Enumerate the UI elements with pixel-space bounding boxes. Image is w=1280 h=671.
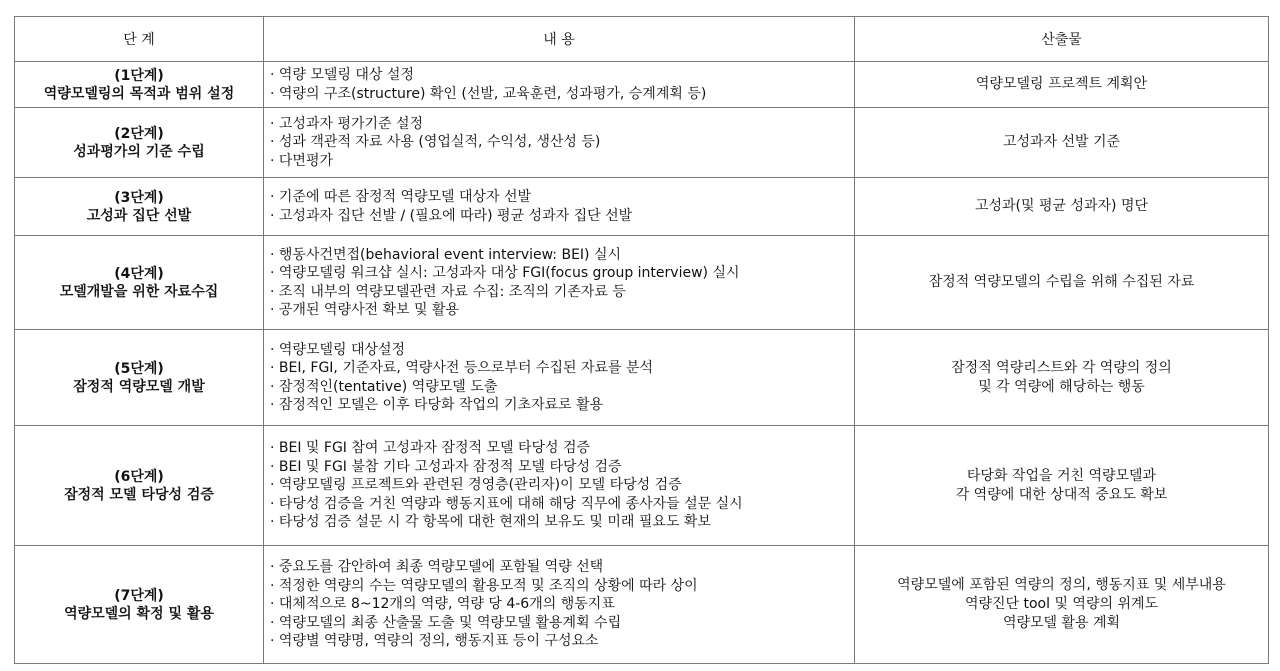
stage-number: (6단계): [114, 468, 164, 485]
output-line: 타당화 작업을 거친 역량모델과: [966, 467, 1157, 484]
output-cell: [855, 62, 1269, 108]
output-cell: [855, 178, 1269, 236]
table-row: [15, 426, 1269, 546]
content-item: · 역량모델의 최종 산출물 도출 및 역량모델 활용계획 수립: [270, 614, 854, 633]
stage-title: 잠정적 역량모델 개발: [73, 378, 205, 395]
output-cell: [855, 108, 1269, 178]
content-cell: [264, 62, 855, 108]
content-item: · 역량모델링 워크샵 실시: 고성과자 대상 FGI(focus group interview) 실시: [270, 264, 854, 283]
output-line: 역량모델에 포함된 역량의 정의, 행동지표 및 세부내용: [897, 577, 1226, 593]
content-item: · 적정한 역량의 수는 역량모델의 활용모적 및 조직의 상황에 따라 상이: [270, 577, 854, 596]
content-item: · BEI 및 FGI 참여 고성과자 잠정적 모델 타당성 검증: [270, 439, 854, 458]
output-line: 잠정적 역량모델의 수립을 위해 수집된 자료: [928, 274, 1195, 290]
content-item: · 다면평가: [270, 152, 854, 171]
stage-cell: [15, 62, 264, 108]
output-line: 역량모델 활용 계획: [1002, 615, 1121, 631]
output-cell: [855, 236, 1269, 330]
content-item: · BEI, FGI, 기준자료, 역량사전 등으로부터 수집된 자료를 분석: [270, 359, 854, 378]
content-item: · 역량의 구조(structure) 확인 (선발, 교육훈련, 성과평가, 승계계획 등): [270, 85, 854, 104]
content-item: · 역량 모델링 대상 설정: [270, 66, 854, 85]
content-item: · BEI 및 FGI 불참 기타 고성과자 잠정적 모델 타당성 검증: [270, 458, 854, 477]
header-output: 산출물: [855, 17, 1269, 62]
stage-cell: [15, 108, 264, 178]
content-cell: [264, 178, 855, 236]
output-cell: [855, 330, 1269, 426]
stage-title: 잠정적 모델 타당성 검증: [64, 486, 214, 503]
content-item: · 대체적으로 8~12개의 역량, 역량 당 4-6개의 행동지표: [270, 595, 854, 614]
content-item: · 잠정적인 모델은 이후 타당화 작업의 기초자료로 활용: [270, 396, 854, 415]
stage-number: (4단계): [114, 265, 164, 282]
content-item: · 타당성 검증 설문 시 각 항목에 대한 현재의 보유도 및 미래 필요도 확보: [270, 513, 854, 532]
header-content: 내 용: [264, 17, 855, 62]
table-row: [15, 330, 1269, 426]
output-cell: [855, 426, 1269, 546]
stage-cell: [15, 178, 264, 236]
output-cell: [855, 546, 1269, 664]
output-line: 및 각 역량에 해당하는 행동: [978, 378, 1145, 395]
stage-cell: [15, 236, 264, 330]
content-item: · 역량모델링 프로젝트와 관련된 경영층(관리자)이 모델 타당성 검증: [270, 476, 854, 495]
output-line: 잠정적 역량리스트와 각 역량의 정의: [951, 359, 1172, 376]
content-item: · 역량별 역량명, 역량의 정의, 행동지표 등이 구성요소: [270, 632, 854, 651]
table-row: [15, 62, 1269, 108]
stage-number: (5단계): [114, 360, 164, 377]
content-item: · 잠정적인(tentative) 역량모델 도출: [270, 378, 854, 397]
content-item: · 공개된 역량사전 확보 및 활용: [270, 301, 854, 320]
stage-title: 역량모델링의 목적과 범위 설정: [43, 85, 235, 102]
header-row: [15, 17, 1269, 62]
output-line: 역량모델링 프로젝트 계획안: [975, 76, 1148, 92]
stage-title: 역량모델의 확정 및 활용: [64, 605, 214, 622]
output-line: 고성과자 선발 기준: [1002, 134, 1121, 150]
content-item: · 타당성 검증을 거친 역량과 행동지표에 대해 해당 직무에 종사자들 설문 실시: [270, 495, 854, 514]
output-line: 고성과(및 평균 성과자) 명단: [974, 198, 1149, 214]
stage-title: 모델개발을 위한 자료수집: [59, 283, 219, 300]
content-item: · 행동사건면접(behavioral event interview: BEI) 실시: [270, 246, 854, 265]
content-item: · 고성과자 집단 선발 / (필요에 따라) 평균 성과자 집단 선발: [270, 207, 854, 226]
content-cell: [264, 108, 855, 178]
table-row: [15, 546, 1269, 664]
table-row: [15, 178, 1269, 236]
stage-cell: [15, 426, 264, 546]
stage-cell: [15, 330, 264, 426]
content-cell: [264, 546, 855, 664]
table-row: [15, 108, 1269, 178]
content-item: · 역량모델링 대상설정: [270, 341, 854, 360]
stage-number: (2단계): [114, 125, 164, 142]
output-line: 각 역량에 대한 상대적 중요도 확보: [955, 486, 1168, 503]
content-item: · 조직 내부의 역량모델관련 자료 수집: 조직의 기존자료 등: [270, 283, 854, 302]
content-item: · 성과 객관적 자료 사용 (영업실적, 수익성, 생산성 등): [270, 133, 854, 152]
content-item: · 기준에 따른 잠정적 역량모델 대상자 선발: [270, 188, 854, 207]
content-item: · 중요도를 감안하여 최종 역량모델에 포함될 역량 선택: [270, 558, 854, 577]
content-cell: [264, 236, 855, 330]
content-cell: [264, 330, 855, 426]
content-item: · 고성과자 평가기준 설정: [270, 115, 854, 134]
table-row: [15, 236, 1269, 330]
stage-title: 성과평가의 기준 수립: [73, 143, 205, 160]
stage-number: (1단계): [114, 67, 164, 84]
content-cell: [264, 426, 855, 546]
output-line: 역량진단 tool 및 역량의 위계도: [964, 596, 1159, 612]
stage-title: 고성과 집단 선발: [86, 207, 192, 224]
header-stage: 단 계: [15, 17, 264, 62]
stage-cell: [15, 546, 264, 664]
stage-number: (7단계): [114, 587, 164, 604]
competency-modeling-table: [14, 16, 1269, 664]
stage-number: (3단계): [114, 189, 164, 206]
